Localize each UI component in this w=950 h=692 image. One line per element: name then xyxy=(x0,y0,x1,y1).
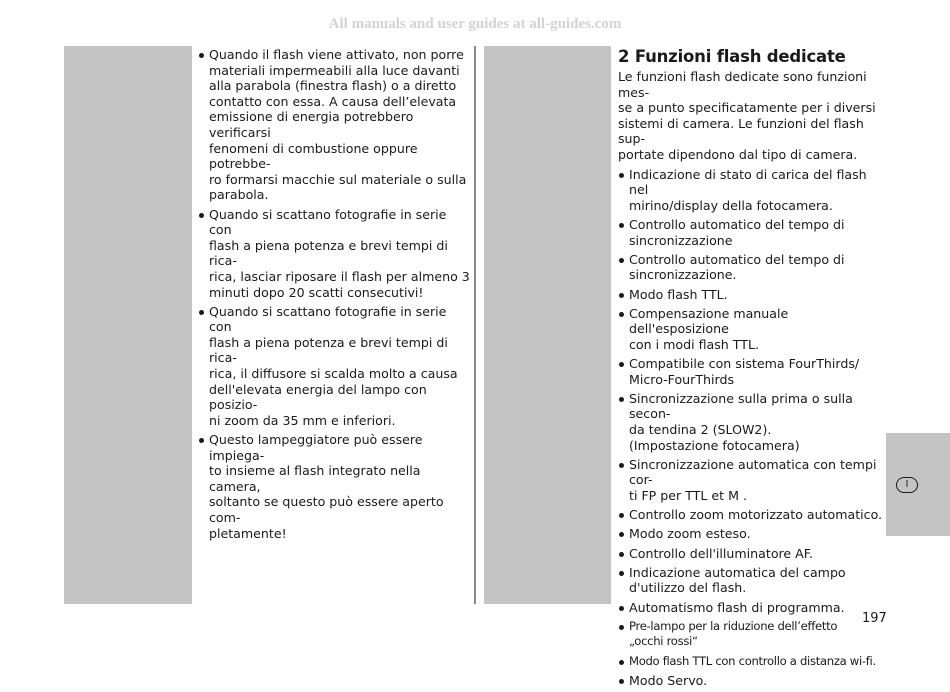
text-line: ti FP per TTL et M . xyxy=(629,488,747,503)
text-line: Modo zoom esteso. xyxy=(629,526,751,542)
text-line: flash a piena potenza e brevi tempi di rica- xyxy=(209,334,448,366)
list-item xyxy=(618,565,888,596)
list-item xyxy=(618,673,888,689)
list-item xyxy=(198,304,470,429)
text-line: sistemi di camera. Le funzioni del flash sup- xyxy=(618,115,864,147)
list-item xyxy=(618,167,888,214)
left-column xyxy=(198,47,470,545)
section-intro xyxy=(618,69,888,163)
text-line: parabola. xyxy=(209,187,269,203)
list-item xyxy=(618,457,888,504)
section-heading: 2 Funzioni flash dedicate xyxy=(618,47,846,66)
text-line: Sincronizzazione sulla prima o sulla secon- xyxy=(629,390,853,422)
text-line: Controllo dell'illuminatore AF. xyxy=(629,545,814,561)
list-item xyxy=(198,432,470,541)
list-item xyxy=(618,306,888,353)
list-item xyxy=(618,252,888,283)
text-line: ro formarsi macchie sul materiale o sulla xyxy=(209,171,467,187)
text-line: rica, il diffusore si scalda molto a causa xyxy=(209,366,458,382)
right-column xyxy=(618,47,888,692)
text-line: d'utilizzo del flash. xyxy=(629,580,747,596)
text-line: fenomeni di combustione oppure potrebbe- xyxy=(209,140,418,172)
list-item xyxy=(198,207,470,301)
text-line: Quando si scattano fotografie in serie con xyxy=(209,206,447,238)
text-line: portate dipendono dal tipo di camera. xyxy=(618,146,858,162)
text-line: Micro-FourThirds xyxy=(629,371,735,387)
text-line: sincronizzazione xyxy=(629,232,733,248)
text-line: Modo Servo. xyxy=(629,672,708,688)
page-number: 197 xyxy=(862,611,887,626)
list-item xyxy=(618,619,888,650)
text-line: to insieme al flash integrato nella camera, xyxy=(209,463,421,494)
column-divider xyxy=(474,46,476,604)
text-line: Compensazione manuale dell'esposizione xyxy=(629,305,789,337)
text-line: (Impostazione fotocamera) xyxy=(629,437,800,453)
text-line: flash a piena potenza e brevi tempi di rica- xyxy=(209,237,448,269)
text-line: Controllo automatico del tempo di xyxy=(629,216,845,232)
text-line: contatto con essa. A causa dell’elevata xyxy=(209,93,457,109)
watermark: All manuals and user guides at all-guides.com xyxy=(328,16,622,32)
left-margin-band xyxy=(64,46,192,604)
text-line: rica, lasciar riposare il flash per almeno 3 xyxy=(209,268,470,284)
text-line: Controllo automatico del tempo di xyxy=(629,251,845,267)
text-line: mirino/display della fotocamera. xyxy=(629,197,833,213)
text-line: materiali impermeabili alla luce davanti xyxy=(209,62,460,78)
safety-list xyxy=(198,47,470,541)
text-line: Le funzioni flash dedicate sono funzioni mes- xyxy=(618,69,867,100)
list-item xyxy=(618,287,888,303)
text-line: sincronizzazione. xyxy=(629,267,737,283)
text-line: Modo flash TTL. xyxy=(629,286,728,302)
text-line: Quando si scattano fotografie in serie con xyxy=(209,303,447,335)
text-line: Compatibile con sistema FourThirds/ xyxy=(629,356,860,372)
center-margin-band xyxy=(484,46,611,604)
text-line: ni zoom da 35 mm e inferiori. xyxy=(209,412,396,428)
text-line: Quando il flash viene attivato, non porre xyxy=(209,47,464,62)
text-line: con i modi flash TTL. xyxy=(629,336,759,352)
text-line: se a punto specificatamente per i diversi xyxy=(618,100,876,116)
text-line: Modo flash TTL con controllo a distanza wi-fi. xyxy=(629,653,876,668)
text-line: emissione di energia potrebbero verificarsi xyxy=(209,109,414,140)
text-line: Pre-lampo per la riduzione dell’effetto xyxy=(629,618,838,633)
list-item xyxy=(198,47,470,203)
text-line: Automatismo flash di programma. xyxy=(629,599,845,615)
list-item xyxy=(618,507,888,523)
text-line: Indicazione di stato di carica del flash nel xyxy=(629,166,867,198)
features-list xyxy=(618,167,888,689)
list-item xyxy=(618,654,888,670)
text-line: minuti dopo 20 scatti consecutivi! xyxy=(209,284,424,300)
list-item xyxy=(618,217,888,248)
text-line: Questo lampeggiatore può essere impiega- xyxy=(209,432,423,463)
text-line: Controllo zoom motorizzato automatico. xyxy=(629,507,883,523)
list-item xyxy=(618,391,888,453)
text-line: soltanto se questo può essere aperto com- xyxy=(209,494,444,525)
list-item xyxy=(618,600,888,616)
text-line: „occhi rossi“ xyxy=(629,634,698,649)
list-item xyxy=(618,546,888,562)
language-badge: I xyxy=(896,477,918,493)
text-line: Indicazione automatica del campo xyxy=(629,564,846,580)
text-line: pletamente! xyxy=(209,525,287,541)
text-line: da tendina 2 (SLOW2). xyxy=(629,422,772,438)
text-line: Sincronizzazione automatica con tempi cor- xyxy=(629,456,877,488)
list-item xyxy=(618,526,888,542)
text-line: alla parabola (finestra flash) o a diretto xyxy=(209,78,457,94)
text-line: dell'elevata energia del lampo con posizio- xyxy=(209,381,427,413)
list-item xyxy=(618,356,888,387)
